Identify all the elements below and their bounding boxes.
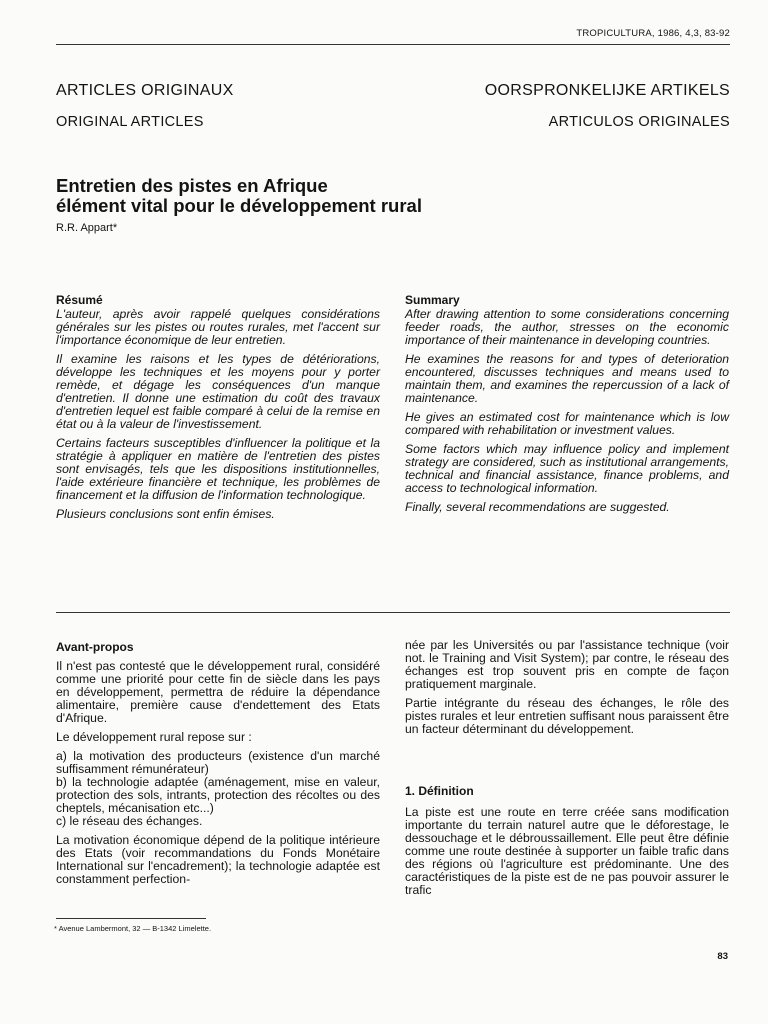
body-paragraph: Il n'est pas contesté que le développement rural, considéré comme une priorité pour cette fin de siècle dans les pays en développement, permettra de réduire la dépendance alimentaire, première cause d'endettement des Etats d'Afrique. <box>56 659 380 725</box>
section-label-nl: OORSPRONKELIJKE ARTIKELS <box>484 82 730 99</box>
resume-paragraph: Il examine les raisons et les types de détériorations, développe les techniques et les moyens pour y porter remède, et dégage les conséquences d'un manque d'entretien. Il donne une estimation du coût des travaux d'entretien lequel est faible comparé à celui de la remise en état ou à la valeur de l'investissement. <box>56 352 380 431</box>
section-label-fr: ARTICLES ORIGINAUX <box>56 82 234 99</box>
body-paragraph: La motivation économique dépend de la politique intérieure des Etats (voir recommandations du Fonds Monétaire International sur l'encadrement); la technologie adaptée est constamment perfection- <box>56 833 380 886</box>
page-number: 83 <box>717 951 728 962</box>
body-paragraph: La piste est une route en terre créée sans modification importante du terrain naturel autre que le déforestage, le dessouchage et le débroussaillement. Elle peut être définie comme une route destinée à supporter un faible trafic dans des régions où l'agriculture est prédominante. Une des caractéristiques de la piste est de ne pas pouvoir assurer le trafic <box>405 805 729 897</box>
summary-paragraph: He gives an estimated cost for maintenance which is low compared with rehabilitation or investment values. <box>405 410 729 437</box>
definition-text <box>405 806 729 897</box>
footnote: * Avenue Lambermont, 32 — B-1342 Limelette. <box>54 924 212 933</box>
footnote-rule <box>56 918 206 919</box>
resume-paragraph: L'auteur, après avoir rappelé quelques considérations générales sur les pistes ou routes rurales, met l'accent sur l'importance économique de leur entretien. <box>56 307 380 347</box>
title-line-2: élément vital pour le développement rural <box>56 195 422 216</box>
author: R.R. Appart* <box>56 222 118 234</box>
resume-paragraph: Plusieurs conclusions sont enfin émises. <box>56 507 275 521</box>
top-rule <box>56 44 730 45</box>
list-item: b) la technologie adaptée (aménagement, mise en valeur, protection des sols, intrants, protection des récoltes ou des cheptels, mécanisation etc...) <box>56 775 380 815</box>
summary-paragraph: Some factors which may influence policy and implement strategy are considered, such as institutional arrangements, technical and financial assistance, finance problems, and access to technological information. <box>405 442 729 495</box>
resume-abstract <box>56 308 380 527</box>
body-paragraph: Le développement rural repose sur : <box>56 730 252 744</box>
section-label-es: ARTICULOS ORIGINALES <box>548 114 730 130</box>
abstract-separator-rule <box>56 612 730 613</box>
body-paragraph: née par les Universités ou par l'assistance technique (voir not. le Training and Visit System); par contre, le réseau des échanges est trop souvent pris en compte de façon pratiquement marginale. <box>405 638 729 691</box>
summary-abstract <box>405 308 729 520</box>
section-label-en: ORIGINAL ARTICLES <box>56 114 204 130</box>
resume-paragraph: Certains facteurs susceptibles d'influencer la politique et la stratégie à appliquer en matière de l'entretien des pistes sont envisagés, tels que les dispositions institutionnelles, l'aide extérieure financière et technique, les problèmes de financement et la diffusion de l'information technologique. <box>56 436 380 502</box>
right-body-column <box>405 639 729 742</box>
summary-paragraph: He examines the reasons for and types of deterioration encountered, discusses techniques and means used to maintain them, and examines the repercussion of a lack of maintenance. <box>405 352 729 405</box>
title-line-1: Entretien des pistes en Afrique <box>56 175 328 196</box>
summary-heading: Summary <box>405 293 460 307</box>
list-item: c) le réseau des échanges. <box>56 814 203 828</box>
body-paragraph: Partie intégrante du réseau des échanges, le rôle des pistes rurales et leur entretien suffisant nous paraissent être un facteur déterminant du développement. <box>405 696 729 736</box>
resume-heading: Résumé <box>56 293 103 307</box>
definition-heading: 1. Définition <box>405 784 474 798</box>
summary-paragraph: After drawing attention to some considerations concerning feeder roads, the author, stresses on the economic importance of their maintenance in developing countries. <box>405 307 729 347</box>
list-item: a) la motivation des producteurs (existence d'un marché suffisamment rémunérateur) <box>56 749 380 776</box>
summary-paragraph: Finally, several recommendations are suggested. <box>405 500 670 514</box>
journal-reference: TROPICULTURA, 1986, 4,3, 83-92 <box>576 28 730 39</box>
left-body-column <box>56 660 380 886</box>
development-factors-list <box>56 750 380 828</box>
avant-propos-heading: Avant-propos <box>56 640 134 654</box>
article-title <box>56 176 656 216</box>
